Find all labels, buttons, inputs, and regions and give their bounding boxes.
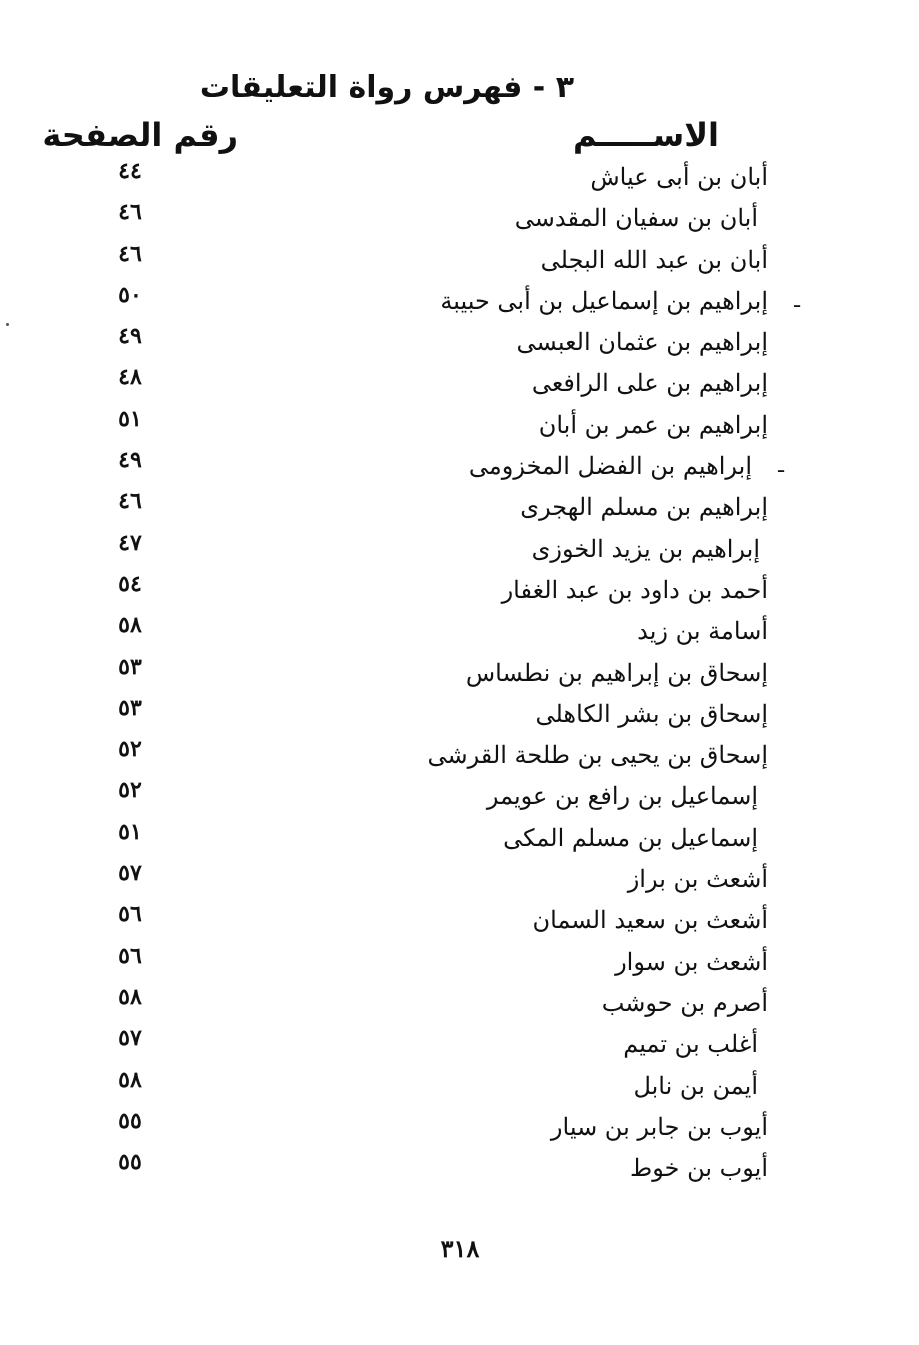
index-entry <box>60 404 780 445</box>
page-folio-number: ٣١٨ <box>440 1234 480 1263</box>
narrator-name: إبراهيم بن عثمان العبسى <box>516 328 768 357</box>
page-number: ٥٠ <box>118 281 142 308</box>
page-number: ٥٧ <box>118 1025 142 1052</box>
index-entry <box>60 445 784 486</box>
narrator-name: أبان بن سفيان المقدسى <box>514 204 758 233</box>
index-entry <box>60 1065 780 1106</box>
narrator-index-list <box>60 156 800 1188</box>
index-entry <box>60 734 780 775</box>
page-number: ٥٨ <box>118 1066 142 1093</box>
narrator-name: إسماعيل بن مسلم المكى <box>503 823 758 852</box>
narrator-name: أصرم بن حوشب <box>601 988 768 1017</box>
narrator-name: إبراهيم بن الفضل المخزومى <box>468 452 752 481</box>
page-number: ٥٦ <box>118 901 142 928</box>
page-number: ٥٦ <box>118 942 142 969</box>
index-entry <box>60 321 780 362</box>
narrator-name: أبان بن أبى عياش <box>590 163 768 191</box>
index-entry <box>60 569 780 610</box>
index-entry <box>60 362 780 403</box>
index-entry <box>60 1147 780 1188</box>
narrator-name: إسحاق بن إبراهيم بن نطساس <box>465 658 768 687</box>
narrator-name: أسامة بن زيد <box>637 617 768 646</box>
name-column-header: الاســـــم <box>572 116 719 154</box>
narrator-name: إبراهيم بن عمر بن أبان <box>538 410 768 439</box>
index-entry <box>60 528 780 569</box>
index-entry <box>60 610 780 651</box>
index-entry <box>60 280 800 321</box>
narrator-name: إسحاق بن يحيى بن طلحة القرشى <box>427 741 768 770</box>
scan-speck <box>6 323 9 326</box>
index-entry <box>60 899 780 940</box>
index-entry <box>60 239 780 280</box>
index-entry <box>60 486 780 527</box>
narrator-name: أشعث بن براز <box>627 865 768 894</box>
index-entry <box>60 1023 780 1064</box>
page-number: ٥١ <box>118 818 142 845</box>
narrator-name: إبراهيم بن على الرافعى <box>531 369 768 398</box>
narrator-name: إسماعيل بن رافع بن عويمر <box>486 782 758 811</box>
page-number: ٥٣ <box>118 653 142 680</box>
narrator-name: إبراهيم بن يزيد الخوزى <box>531 534 760 563</box>
narrator-name: إبراهيم بن مسلم الهجرى <box>520 493 768 522</box>
index-entry <box>60 652 780 693</box>
narrator-name: إبراهيم بن إسماعيل بن أبى حبيبة <box>440 286 768 315</box>
page-number: ٤٤ <box>118 158 142 184</box>
narrator-name: أغلب بن تميم <box>623 1030 758 1059</box>
narrator-name: أشعث بن سوار <box>615 947 768 976</box>
page-column-header: رقم الصفحة <box>42 116 238 154</box>
index-entry <box>60 941 780 982</box>
page-number: ٤٦ <box>118 240 142 267</box>
index-title: ٣ - فهرس رواة التعليقات <box>199 70 574 105</box>
narrator-name: أيوب بن خوط <box>630 1154 768 1183</box>
page-number: ٤٨ <box>118 364 142 391</box>
page-number: ٥٣ <box>118 694 142 721</box>
margin-mark: ـ <box>794 287 800 312</box>
page-number: ٤٦ <box>118 199 142 226</box>
page-number: ٥٢ <box>118 777 142 804</box>
index-entry <box>60 197 780 238</box>
page-number: ٥٥ <box>118 1107 142 1134</box>
page-number: ٤٦ <box>118 488 142 515</box>
narrator-name: أيوب بن جابر بن سيار <box>550 1112 768 1141</box>
index-entry <box>60 156 780 197</box>
page-number: ٥٤ <box>118 570 142 597</box>
index-entry <box>60 817 780 858</box>
page-number: ٤٩ <box>118 447 142 474</box>
page-number: ٥٨ <box>118 612 142 639</box>
index-entry <box>60 775 780 816</box>
page-number: ٥٧ <box>118 860 142 887</box>
narrator-name: أبان بن عبد الله البجلى <box>540 245 768 274</box>
page-number: ٥٢ <box>118 736 142 763</box>
narrator-name: إسحاق بن بشر الكاهلى <box>535 699 768 728</box>
page-number: ٥١ <box>118 405 142 432</box>
index-entry <box>60 1106 780 1147</box>
narrator-name: أشعث بن سعيد السمان <box>532 906 768 935</box>
narrator-name: أيمن بن نابل <box>633 1071 758 1100</box>
narrator-name: أحمد بن داود بن عبد الغفار <box>501 575 768 604</box>
page-number: ٥٥ <box>118 1149 142 1176</box>
page-number: ٤٧ <box>118 529 142 556</box>
page-number: ٤٩ <box>118 323 142 350</box>
margin-mark: ـ <box>778 453 784 478</box>
page-number: ٥٨ <box>118 983 142 1010</box>
index-entry <box>60 982 780 1023</box>
index-entry <box>60 858 780 899</box>
index-entry <box>60 693 780 734</box>
